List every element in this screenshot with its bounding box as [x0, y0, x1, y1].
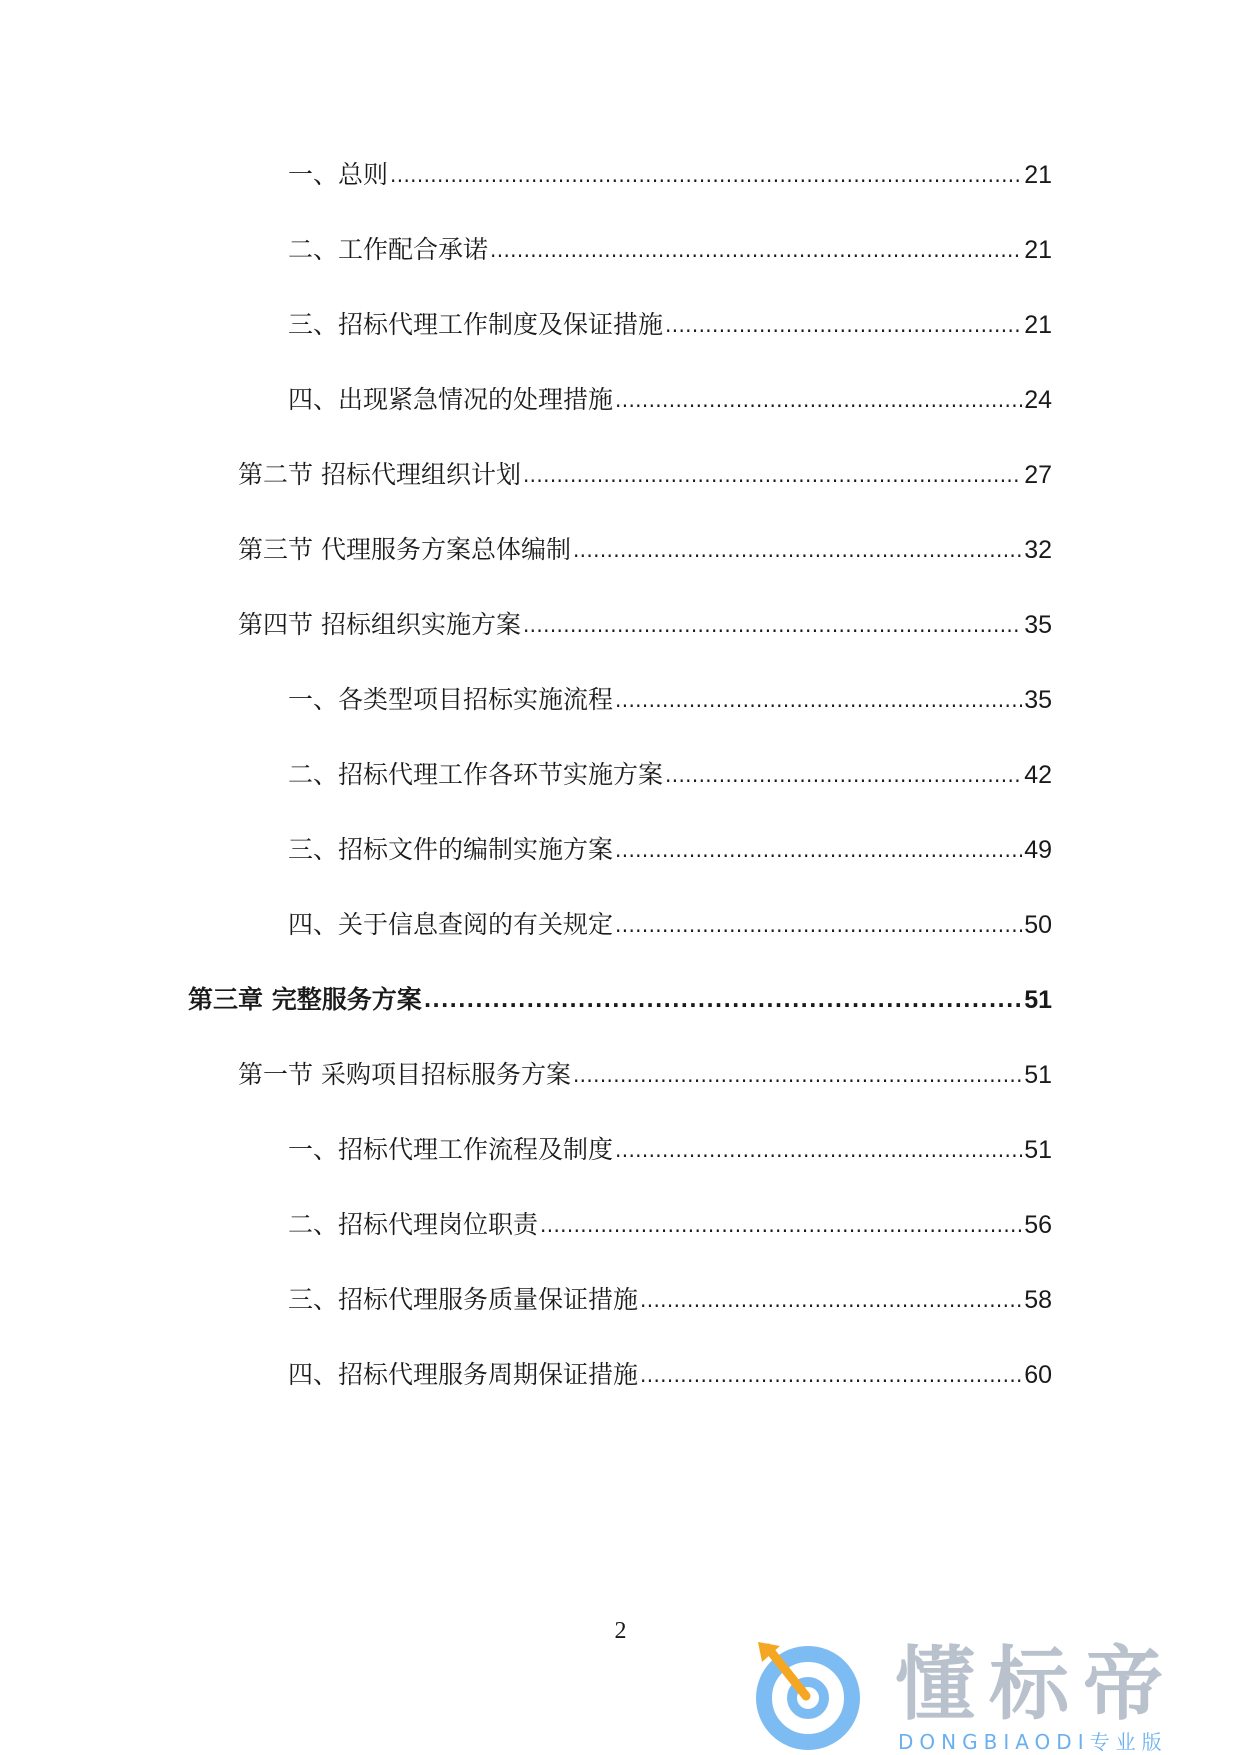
toc-leader-dots	[523, 455, 1022, 495]
toc-entry-page: 32	[1024, 536, 1052, 564]
watermark-brand-name: 懂标帝	[895, 1638, 1177, 1731]
toc-entry-page: 51	[1024, 1061, 1052, 1089]
toc-leader-dots	[665, 755, 1022, 795]
toc-leader-dots	[615, 380, 1022, 420]
toc-entry[interactable]	[288, 680, 1052, 720]
watermark	[750, 1638, 1220, 1754]
toc-entry[interactable]	[288, 755, 1052, 795]
toc-entry-title: 四、招标代理服务周期保证措施	[288, 1360, 639, 1389]
toc-entry[interactable]	[288, 830, 1052, 870]
toc-entry-page: 60	[1024, 1361, 1052, 1389]
toc-leader-dots	[665, 305, 1022, 345]
toc-leader-dots	[490, 230, 1022, 270]
toc-entry-page: 24	[1024, 386, 1052, 414]
toc-leader-dots	[640, 1280, 1022, 1320]
toc-entry-page: 42	[1024, 761, 1052, 789]
toc-entry[interactable]	[288, 1355, 1052, 1395]
toc-entry-page: 35	[1024, 611, 1052, 639]
toc-entry-page: 51	[1024, 1136, 1052, 1164]
toc-entry[interactable]	[288, 1130, 1052, 1170]
toc-entry-title: 第一节 采购项目招标服务方案	[238, 1060, 571, 1089]
toc-entry-chapter[interactable]	[188, 980, 1052, 1020]
toc-entry[interactable]	[238, 1055, 1052, 1095]
toc-entry-page: 51	[1024, 986, 1052, 1014]
toc-entry-title: 第三章 完整服务方案	[188, 985, 422, 1014]
toc-entry[interactable]	[288, 305, 1052, 345]
toc-entry-page: 21	[1024, 161, 1052, 189]
toc-entry[interactable]	[238, 530, 1052, 570]
target-logo-icon	[750, 1640, 870, 1750]
toc-entry-title: 一、总则	[288, 160, 389, 189]
page-number: 2	[614, 1618, 627, 1644]
toc-entry-title: 一、招标代理工作流程及制度	[288, 1135, 614, 1164]
toc-entry-title: 四、关于信息查阅的有关规定	[288, 910, 614, 939]
toc-leader-dots	[640, 1355, 1022, 1395]
toc-entry-page: 21	[1024, 236, 1052, 264]
toc-entry[interactable]	[288, 1280, 1052, 1320]
toc-entry-title: 第四节 招标组织实施方案	[238, 610, 521, 639]
toc-entry[interactable]	[288, 230, 1052, 270]
toc-entry-title: 三、招标代理工作制度及保证措施	[288, 310, 664, 339]
toc-leader-dots	[573, 530, 1022, 570]
toc-leader-dots	[615, 1130, 1022, 1170]
toc-leader-dots	[615, 680, 1022, 720]
toc-entry-title: 一、各类型项目招标实施流程	[288, 685, 614, 714]
watermark-brand-subtitle: DONGBIAODI专业版	[898, 1730, 1168, 1754]
toc-entry[interactable]	[288, 905, 1052, 945]
toc-entry[interactable]	[288, 155, 1052, 195]
toc-entry-page: 58	[1024, 1286, 1052, 1314]
toc-leader-dots	[573, 1055, 1022, 1095]
toc-leader-dots	[390, 155, 1022, 195]
toc-entry-page: 49	[1024, 836, 1052, 864]
toc-entry-title: 二、招标代理工作各环节实施方案	[288, 760, 664, 789]
toc-entry-page: 21	[1024, 311, 1052, 339]
toc-leader-dots	[615, 830, 1022, 870]
toc-entry[interactable]	[238, 455, 1052, 495]
toc-leader-dots	[523, 605, 1022, 645]
toc-entry-page: 27	[1024, 461, 1052, 489]
toc-entry-title: 三、招标文件的编制实施方案	[288, 835, 614, 864]
toc-entry-page: 50	[1024, 911, 1052, 939]
toc-entry-page: 56	[1024, 1211, 1052, 1239]
toc-entry-title: 第三节 代理服务方案总体编制	[238, 535, 571, 564]
toc-leader-dots	[615, 905, 1022, 945]
toc-entry-title: 第二节 招标代理组织计划	[238, 460, 521, 489]
toc-entry-title: 四、出现紧急情况的处理措施	[288, 385, 614, 414]
toc-entry[interactable]	[288, 1205, 1052, 1245]
toc-entry-title: 二、招标代理岗位职责	[288, 1210, 539, 1239]
toc-entry-title: 三、招标代理服务质量保证措施	[288, 1285, 639, 1314]
toc-leader-dots	[540, 1205, 1022, 1245]
toc-entry[interactable]	[288, 380, 1052, 420]
toc-leader-dots	[424, 980, 1022, 1020]
toc-entry[interactable]	[238, 605, 1052, 645]
toc-entry-title: 二、工作配合承诺	[288, 235, 489, 264]
toc-entry-page: 35	[1024, 686, 1052, 714]
